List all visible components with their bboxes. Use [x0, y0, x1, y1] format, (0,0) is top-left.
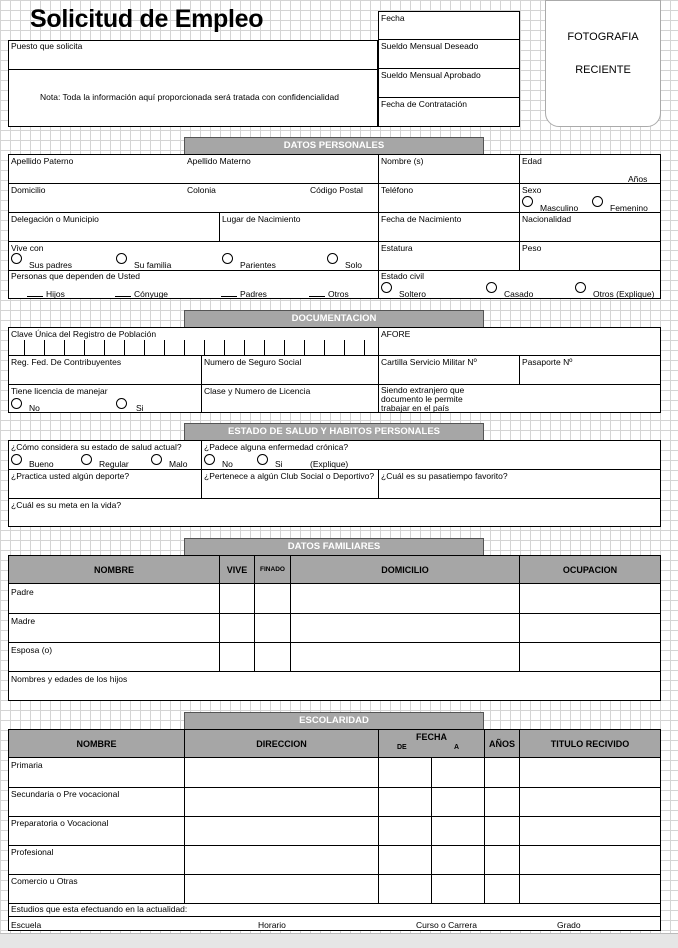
vive-con-label: Vive con: [11, 243, 44, 253]
pasatiempo-label: ¿Cuál es su pasatiempo favorito?: [381, 471, 508, 481]
clase-licencia-label: Clase y Numero de Licencia: [204, 386, 311, 396]
curp-digit-divider: [264, 340, 265, 355]
padres-blank[interactable]: [221, 296, 237, 297]
curp-digit-divider: [204, 340, 205, 355]
enfermedad-no-label: No: [222, 459, 233, 469]
esc-col-fecha-label: FECHA: [416, 732, 447, 742]
sexo-label: Sexo: [522, 185, 542, 195]
otros-explique-label: Otros (Explique): [593, 289, 655, 299]
licencia-no-radio[interactable]: [11, 398, 22, 409]
enfermedad-si-label: Si: [275, 459, 283, 469]
horario-label: Horario: [258, 920, 286, 930]
fam-col-domicilio: DOMICILIO: [290, 555, 520, 584]
fam-col-finado: FINADO: [254, 555, 291, 584]
fam-col-vive: VIVE: [219, 555, 255, 584]
photo-box: [545, 0, 661, 127]
domicilio-label: Domicilio: [11, 185, 46, 195]
solo-radio[interactable]: [327, 253, 338, 264]
section-datos-personales: DATOS PERSONALES: [184, 137, 484, 155]
esc-col-nombre: NOMBRE: [8, 729, 185, 758]
fam-hijos-label: Nombres y edades de los hijos: [11, 674, 128, 684]
esc-row-primaria: Primaria: [11, 760, 43, 770]
esc-col-titulo: TITULO RECIVIDO: [519, 729, 661, 758]
nota-text: Nota: Toda la información aquí proporcionada será tratada con confidencialidad: [40, 92, 339, 102]
curp-digit-divider: [184, 340, 185, 355]
casado-label: Casado: [504, 289, 534, 299]
hijos-label: Hijos: [46, 289, 65, 299]
curp-digit-divider: [124, 340, 125, 355]
section-salud: ESTADO DE SALUD Y HABITOS PERSONALES: [184, 423, 484, 441]
puesto-label: Puesto que solicita: [11, 41, 83, 51]
esc-row-secundaria: Secundaria o Pre vocacional: [11, 789, 120, 799]
horizontal-scrollbar[interactable]: [0, 933, 678, 948]
sus-padres-radio[interactable]: [11, 253, 22, 264]
masculino-label: Masculino: [540, 203, 579, 213]
fecha-nacimiento-label: Fecha de Nacimiento: [381, 214, 462, 224]
curp-digit-divider: [284, 340, 285, 355]
conyuge-label: Cónyuge: [134, 289, 169, 299]
documentacion-grid: [8, 327, 661, 413]
edad-label: Edad: [522, 156, 542, 166]
curso-label: Curso o Carrera: [416, 920, 477, 930]
salud-malo-label: Malo: [169, 459, 188, 469]
su-familia-label: Su familia: [134, 260, 172, 270]
grado-label: Grado: [557, 920, 581, 930]
curp-digit-divider: [244, 340, 245, 355]
fam-row-madre: Madre: [11, 616, 36, 626]
estado-civil-label: Estado civil: [381, 271, 424, 281]
enfermedad-si-radio[interactable]: [257, 454, 268, 465]
masculino-radio[interactable]: [522, 196, 533, 207]
parientes-radio[interactable]: [222, 253, 233, 264]
fecha-block: [378, 11, 520, 127]
delegacion-label: Delegación o Municipio: [11, 214, 99, 224]
salud-regular-label: Regular: [99, 459, 129, 469]
extranjero-label-2: documento le permite: [381, 394, 463, 404]
esc-row-profesional: Profesional: [11, 847, 54, 857]
curp-digit-divider: [364, 340, 365, 355]
femenino-radio[interactable]: [592, 196, 603, 207]
estudios-actuales-label: Estudios que esta efectuando en la actualidad:: [11, 904, 188, 914]
afore-label: AFORE: [381, 329, 411, 339]
hijos-blank[interactable]: [27, 296, 43, 297]
meta-label: ¿Cuál es su meta en la vida?: [11, 500, 122, 510]
casado-radio[interactable]: [486, 282, 497, 293]
form-title: Solicitud de Empleo: [30, 5, 264, 33]
curp-digit-divider: [104, 340, 105, 355]
curp-label: Clave Única del Registro de Población: [11, 329, 157, 339]
esc-col-anos: AÑOS: [484, 729, 520, 758]
extranjero-label-1: Siendo extranjero que: [381, 385, 465, 395]
licencia-label: Tiene licencia de manejar: [11, 386, 108, 396]
parientes-label: Parientes: [240, 260, 276, 270]
otros-explique-radio[interactable]: [575, 282, 586, 293]
curp-digit-divider: [344, 340, 345, 355]
esc-col-direccion: DIRECCION: [184, 729, 379, 758]
escolaridad-table: [8, 729, 661, 931]
nombre-label: Nombre (s): [381, 156, 424, 166]
fam-row-esposa: Esposa (o): [11, 645, 53, 655]
telefono-label: Teléfono: [381, 185, 414, 195]
rfc-label: Reg. Fed. De Contribuyentes: [11, 357, 122, 367]
codigo-postal-label: Código Postal: [310, 185, 363, 195]
curp-digit-divider: [324, 340, 325, 355]
curp-digit-divider: [44, 340, 45, 355]
soltero-radio[interactable]: [381, 282, 392, 293]
su-familia-radio[interactable]: [116, 253, 127, 264]
estatura-label: Estatura: [381, 243, 413, 253]
solo-label: Solo: [345, 260, 363, 270]
esc-col-de-label: DE: [397, 744, 407, 751]
fam-col-ocupacion: OCUPACION: [519, 555, 661, 584]
photo-label-1: FOTOGRAFIA: [567, 31, 639, 43]
fecha-label: Fecha: [381, 13, 405, 23]
enfermedad-no-radio[interactable]: [204, 454, 215, 465]
anos-label: Años: [628, 174, 648, 184]
curp-digit-divider: [64, 340, 65, 355]
apellido-materno-label: Apellido Materno: [187, 156, 251, 166]
licencia-si-label: Si: [136, 403, 144, 413]
deporte-label: ¿Practica usted algún deporte?: [11, 471, 130, 481]
esc-row-preparatoria: Preparatoria o Vocacional: [11, 818, 109, 828]
section-familiares: DATOS FAMILIARES: [184, 538, 484, 556]
soltero-label: Soltero: [399, 289, 426, 299]
section-documentacion: DOCUMENTACION: [184, 310, 484, 328]
curp-digit-divider: [24, 340, 25, 355]
salud-regular-radio[interactable]: [81, 454, 92, 465]
pasaporte-label: Pasaporte Nº: [522, 357, 573, 367]
nacionalidad-label: Nacionalidad: [522, 214, 572, 224]
curp-digit-divider: [144, 340, 145, 355]
padres-label: Padres: [240, 289, 267, 299]
escuela-label: Escuela: [11, 920, 42, 930]
sueldo-aprobado-label: Sueldo Mensual Aprobado: [381, 70, 481, 80]
salud-bueno-label: Bueno: [29, 459, 54, 469]
curp-digit-divider: [84, 340, 85, 355]
peso-label: Peso: [522, 243, 542, 253]
femenino-label: Femenino: [610, 203, 648, 213]
fecha-contratacion-label: Fecha de Contratación: [381, 99, 467, 109]
licencia-no-label: No: [29, 403, 40, 413]
photo-label-2: RECIENTE: [575, 64, 631, 76]
curp-digit-divider: [164, 340, 165, 355]
puesto-input[interactable]: [10, 52, 375, 68]
conyuge-blank[interactable]: [115, 296, 131, 297]
extranjero-label-3: trabajar en el país: [381, 403, 450, 413]
esc-row-comercio: Comercio u Otras: [11, 876, 78, 886]
licencia-si-radio[interactable]: [116, 398, 127, 409]
apellido-paterno-label: Apellido Paterno: [11, 156, 74, 166]
salud-malo-radio[interactable]: [151, 454, 162, 465]
sus-padres-label: Sus padres: [29, 260, 72, 270]
fam-col-nombre: NOMBRE: [8, 555, 220, 584]
salud-grid: [8, 440, 661, 527]
sueldo-deseado-label: Sueldo Mensual Deseado: [381, 41, 479, 51]
estado-salud-label: ¿Cómo considera su estado de salud actual?: [11, 442, 182, 452]
esc-col-fecha: [378, 729, 485, 758]
otros-label: Otros: [328, 289, 349, 299]
salud-bueno-radio[interactable]: [11, 454, 22, 465]
lugar-nacimiento-label: Lugar de Nacimiento: [222, 214, 301, 224]
esc-col-a-label: A: [454, 744, 460, 751]
cartilla-label: Cartilla Servicio Militar Nº: [381, 357, 477, 367]
curp-digit-divider: [224, 340, 225, 355]
otros-blank[interactable]: [309, 296, 325, 297]
dependientes-label: Personas que dependen de Usted: [11, 271, 141, 281]
enfermedad-label: ¿Padece alguna enfermedad crónica?: [204, 442, 349, 452]
explique-label: (Explique): [310, 459, 349, 469]
fam-row-padre: Padre: [11, 587, 34, 597]
curp-digit-divider: [304, 340, 305, 355]
club-label: ¿Pertenece a algún Club Social o Deportivo?: [204, 471, 375, 481]
colonia-label: Colonia: [187, 185, 216, 195]
section-escolaridad: ESCOLARIDAD: [184, 712, 484, 730]
nss-label: Numero de Seguro Social: [204, 357, 302, 367]
